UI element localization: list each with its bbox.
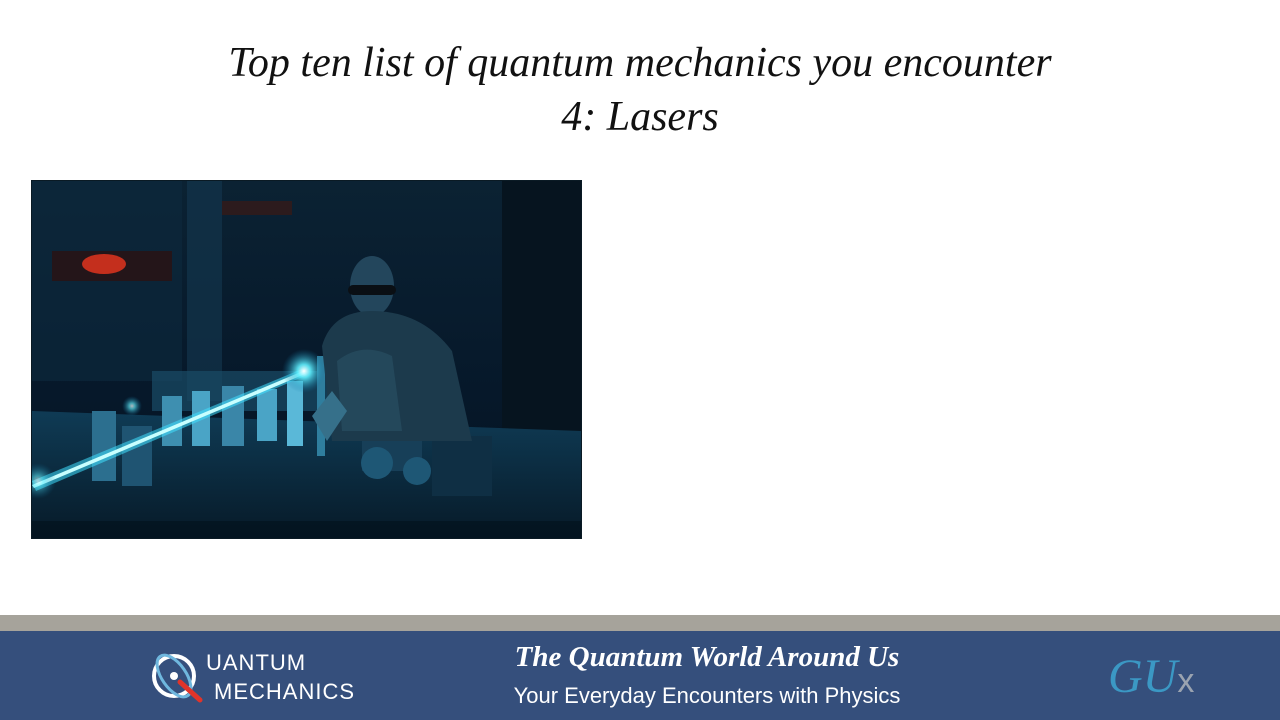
footer-divider-stripe: [0, 615, 1280, 631]
logo-text-mechanics: MECHANICS: [214, 679, 356, 704]
gux-logo-gu: GU: [1108, 650, 1178, 703]
slide-title-line-1: Top ten list of quantum mechanics you encounter: [228, 40, 1052, 86]
course-footer: [0, 631, 1280, 720]
laser-lab-photo: [31, 180, 582, 539]
course-subtitle: Your Everyday Encounters with Physics: [513, 683, 901, 708]
quantum-atom-icon: [150, 648, 206, 704]
laser-lab-illustration: [32, 181, 581, 538]
logo-text-uantum: UANTUM: [206, 650, 307, 675]
slide-title: [0, 36, 1280, 144]
quantum-mechanics-logo: [150, 646, 380, 706]
gux-logo-x: x: [1177, 662, 1195, 700]
course-title: The Quantum World Around Us: [514, 641, 900, 673]
georgetown-x-logo: [1108, 649, 1194, 705]
slide-title-line-2: 4: Lasers: [561, 94, 719, 140]
